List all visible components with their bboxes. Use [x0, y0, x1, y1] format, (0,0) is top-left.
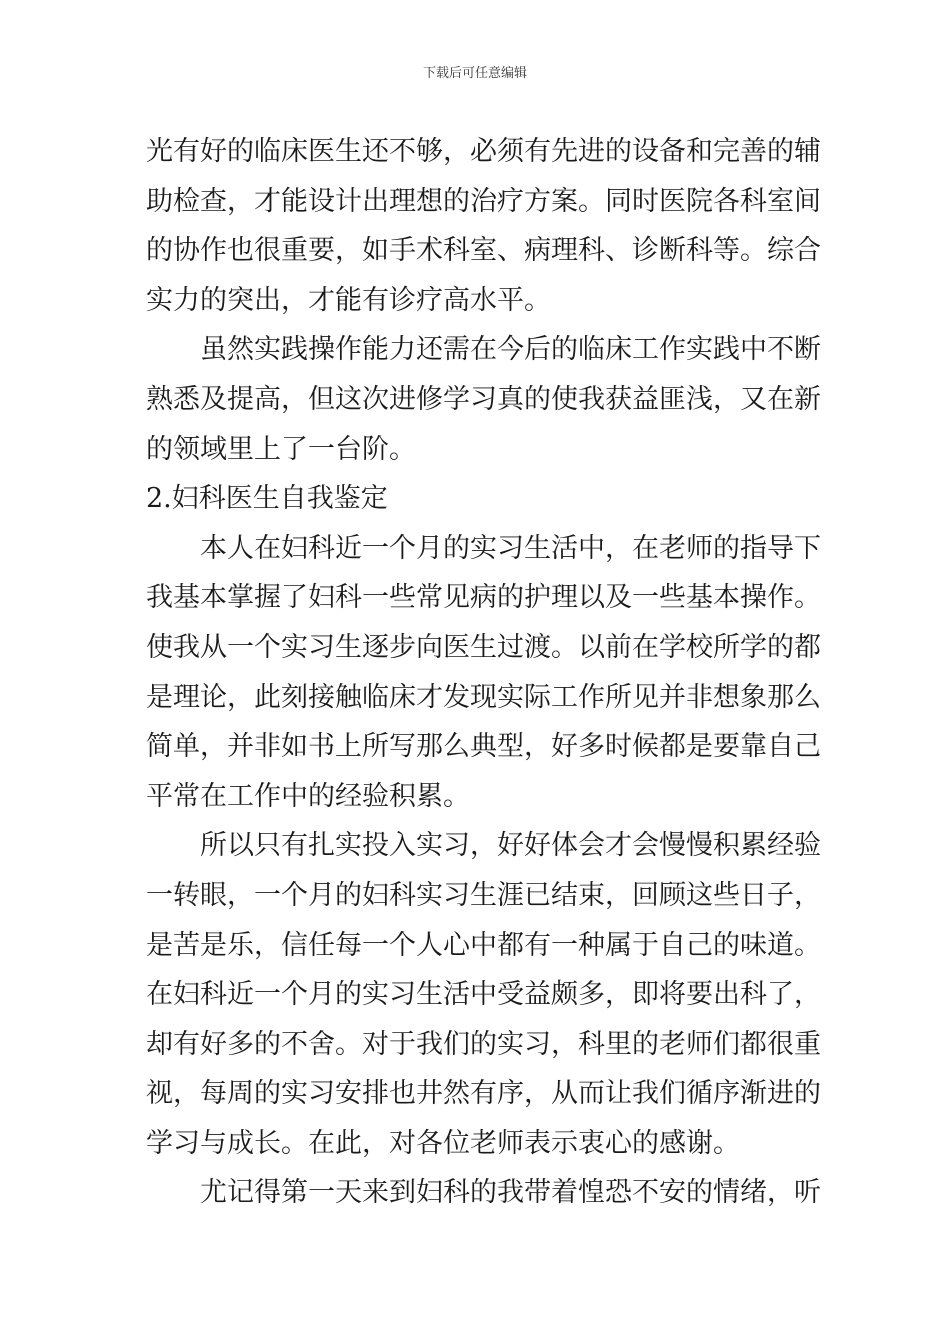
- text-line: 实力的突出，才能有诊疗高水平。: [146, 284, 551, 316]
- paragraph-continued: [146, 127, 821, 325]
- text-line: 熟悉及提高，但这次进修学习真的使我获益匪浅，又在新: [146, 383, 821, 415]
- text-line: 我基本掌握了妇科一些常见病的护理以及一些基本操作。: [146, 582, 821, 614]
- text-line: 所以只有扎实投入实习，好好体会才会慢慢积累经验: [200, 830, 821, 862]
- page-header: 下载后可任意编辑: [422, 66, 527, 81]
- text-line: 助检查，才能设计出理想的治疗方案。同时医院各科室间: [146, 185, 821, 217]
- text-line: 本人在妇科近一个月的实习生活中，在老师的指导下: [200, 532, 821, 564]
- paragraph: [146, 1168, 821, 1218]
- text-line: 虽然实践操作能力还需在今后的临床工作实践中不断: [200, 334, 821, 366]
- text-line: 的协作也很重要，如手术科室、病理科、诊断科等。综合: [146, 235, 821, 267]
- text-line: 是理论，此刻接触临床才发现实际工作所见并非想象那么: [146, 681, 821, 713]
- document-body: [146, 127, 821, 1218]
- paragraph: [146, 325, 821, 474]
- text-line: 是苦是乐，信任每一个人心中都有一种属于自己的味道。: [146, 929, 821, 961]
- text-line: 尤记得第一天来到妇科的我带着惶恐不安的情绪，听: [200, 1177, 821, 1209]
- text-line: 一转眼，一个月的妇科实习生涯已结束，回顾这些日子，: [146, 879, 821, 911]
- paragraph: [146, 524, 821, 822]
- text-line: 在妇科近一个月的实习生活中受益颇多，即将要出科了，: [146, 979, 821, 1011]
- paragraph: [146, 821, 821, 1168]
- text-line: 平常在工作中的经验积累。: [146, 780, 470, 812]
- text-line: 视，每周的实习安排也井然有序，从而让我们循序渐进的: [146, 1078, 821, 1110]
- text-line: 使我从一个实习生逐步向医生过渡。以前在学校所学的都: [146, 631, 821, 663]
- text-line: 光有好的临床医生还不够，必须有先进的设备和完善的辅: [146, 136, 821, 167]
- text-line: 的领域里上了一台阶。: [146, 433, 416, 465]
- text-line: 却有好多的不舍。对于我们的实习，科里的老师们都很重: [146, 1028, 821, 1060]
- text-line: 学习与成长。在此，对各位老师表示衷心的感谢。: [146, 1127, 740, 1159]
- text-line: 简单，并非如书上所写那么典型，好多时候都是要靠自己: [146, 731, 821, 763]
- section-heading: 2.妇科医生自我鉴定: [146, 483, 388, 515]
